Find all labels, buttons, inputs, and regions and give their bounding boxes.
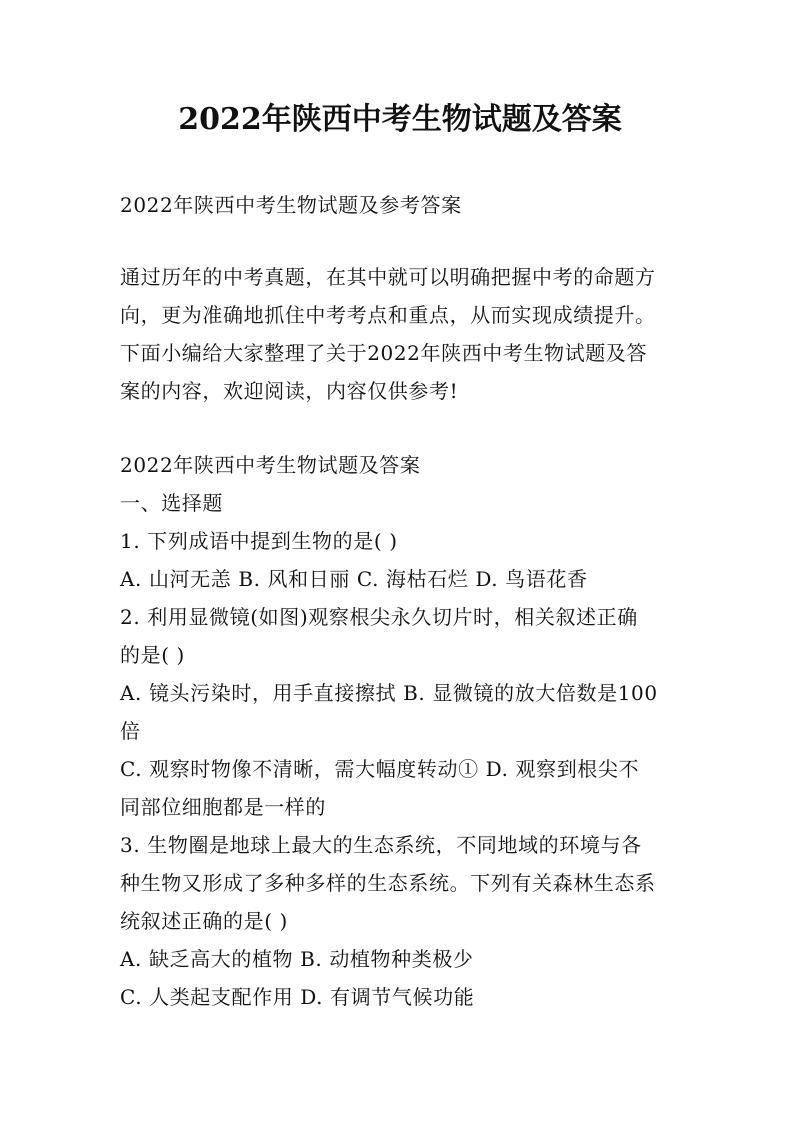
question-text: 2. 利用显微镜(如图)观察根尖永久切片时，相关叙述正确 xyxy=(120,605,638,629)
question-options: A. 镜头污染时，用手直接擦拭 B. 显微镜的放大倍数是100 xyxy=(120,681,658,705)
question-options: C. 人类起支配作用 D. 有调节气候功能 xyxy=(120,985,475,1009)
part-title: 一、选择题 xyxy=(120,491,223,515)
intro-line: 案的内容，欢迎阅读，内容仅供参考! xyxy=(120,379,459,403)
question-options: C. 观察时物像不清晰，需大幅度转动① D. 观察到根尖不 xyxy=(120,757,640,781)
question-text: 的是( ) xyxy=(120,643,185,667)
intro-line: 向，更为准确地抓住中考考点和重点，从而实现成绩提升。 xyxy=(120,303,656,327)
intro-line: 下面小编给大家整理了关于2022年陕西中考生物试题及答 xyxy=(120,341,648,365)
intro-line: 通过历年的中考真题，在其中就可以明确把握中考的命题方 xyxy=(120,265,656,289)
question-text: 种生物又形成了多种多样的生态系统。下列有关森林生态系 xyxy=(120,871,656,895)
question-options: 倍 xyxy=(120,719,141,743)
question-options: 同部位细胞都是一样的 xyxy=(120,795,326,819)
section-title: 2022年陕西中考生物试题及答案 xyxy=(120,453,421,477)
question-text: 统叙述正确的是( ) xyxy=(120,909,288,933)
page-title: 2022年陕西中考生物试题及答案 xyxy=(178,102,622,137)
question-options: A. 缺乏高大的植物 B. 动植物种类极少 xyxy=(120,947,474,971)
question-text: 3. 生物圈是地球上最大的生态系统，不同地域的环境与各 xyxy=(120,833,642,857)
question-options: A. 山河无恙 B. 风和日丽 C. 海枯石烂 D. 鸟语花香 xyxy=(120,567,588,591)
question-text: 1. 下列成语中提到生物的是( ) xyxy=(120,529,398,553)
document-subtitle: 2022年陕西中考生物试题及参考答案 xyxy=(120,193,462,217)
